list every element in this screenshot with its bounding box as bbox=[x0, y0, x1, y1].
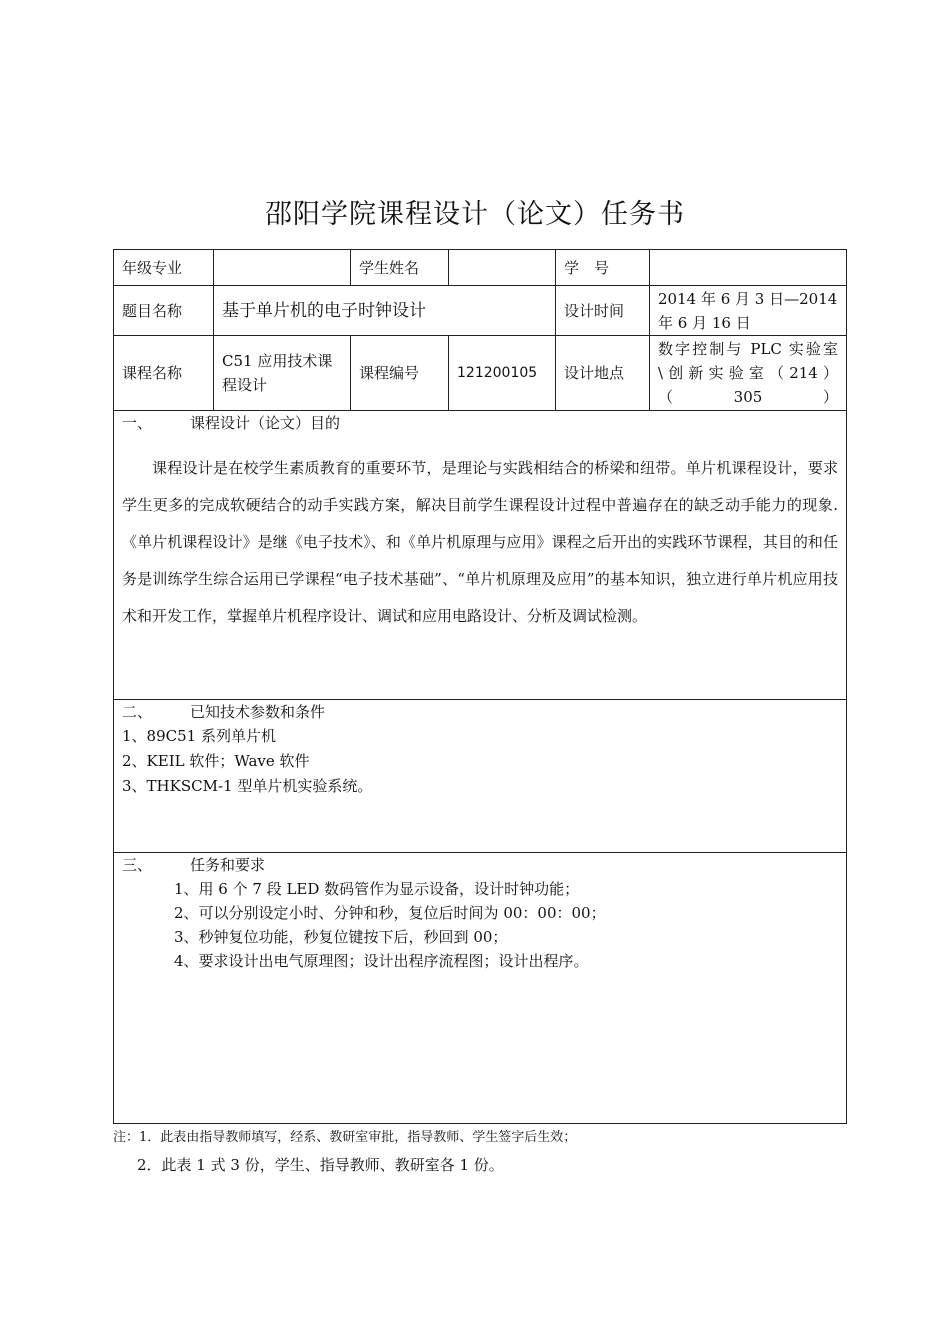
task-item: 2、可以分别设定小时、分钟和秒，复位后时间为 00：00：00； bbox=[174, 904, 606, 922]
row-section-conditions bbox=[114, 700, 847, 853]
topic-label: 题目名称 bbox=[114, 286, 214, 336]
section-number: 二、 bbox=[122, 703, 153, 721]
student-name-field bbox=[449, 250, 556, 286]
section-tasks bbox=[114, 853, 847, 1124]
purpose-paragraph: 课程设计是在校学生素质教育的重要环节，是理论与实践相结合的桥梁和纽带。单片机课程设计，要求学生更多的完成软硬结合的动手实践方案，解决目前学生课程设计过程中普遍存在的缺乏动手能力的现象. 《单片机课程设计》是继《电子技术》、和《单片机原理与应用》课程之后开出的实践环节课程，其目的和任务是训练学生综合运用已学课程“电子技术基础”、“单片机原理及应用”的基本知识，独立进行单片机应用技术和开发工作，掌握单片机程序设计、调试和应用电路设计、分析及调试检测。 bbox=[122, 459, 838, 625]
section-title: 任务和要求 bbox=[190, 856, 266, 874]
section-tasks-heading bbox=[122, 853, 838, 877]
section-conditions-heading bbox=[122, 700, 838, 724]
student-name-label: 学生姓名 bbox=[351, 250, 449, 286]
topic-value: 基于单片机的电子时钟设计 bbox=[214, 286, 556, 336]
design-time-label: 设计时间 bbox=[556, 286, 650, 336]
section-conditions bbox=[114, 700, 847, 853]
section-number: 三、 bbox=[122, 856, 153, 874]
section-purpose bbox=[114, 411, 847, 700]
task-item: 4、要求设计出电气原理图；设计出程序流程图；设计出程序。 bbox=[174, 952, 589, 970]
condition-item: 1、89C51 系列单片机 bbox=[122, 727, 276, 745]
footnote-2: 2．此表 1 式 3 份，学生、指导教师、教研室各 1 份。 bbox=[137, 1156, 504, 1174]
row-student-info bbox=[114, 250, 847, 286]
row-course bbox=[114, 336, 847, 411]
page-title: 邵阳学院课程设计（论文）任务书 bbox=[265, 199, 685, 230]
design-location-label: 设计地点 bbox=[556, 336, 650, 411]
condition-item: 2、KEIL 软件；Wave 软件 bbox=[122, 752, 310, 770]
section-title: 课程设计（论文）目的 bbox=[190, 414, 341, 432]
grade-field bbox=[214, 250, 351, 286]
row-topic bbox=[114, 286, 847, 336]
condition-item: 3、THKSCM-1 型单片机实验系统。 bbox=[122, 777, 373, 795]
section-purpose-heading bbox=[122, 411, 838, 435]
design-time-value: 2014 年 6 月 3 日—2014 年 6 月 16 日 bbox=[650, 286, 847, 336]
course-code-value: 121200105 bbox=[449, 336, 556, 411]
student-id-field bbox=[650, 250, 847, 286]
footnote-1: 注：1．此表由指导教师填写，经系、教研室审批，指导教师、学生签字后生效； bbox=[113, 1130, 577, 1145]
section-number: 一、 bbox=[122, 414, 153, 432]
task-item: 3、秒钟复位功能，秒复位键按下后，秒回到 00； bbox=[174, 928, 508, 946]
student-id-label: 学 号 bbox=[556, 250, 650, 286]
design-location-value: 数字控制与 PLC 实验室\创新实验室（214）（305） bbox=[650, 336, 847, 411]
task-item: 1、用 6 个 7 段 LED 数码管作为显示设备，设计时钟功能； bbox=[174, 880, 580, 898]
course-name-label: 课程名称 bbox=[114, 336, 214, 411]
course-code-label: 课程编号 bbox=[351, 336, 449, 411]
task-form-table bbox=[113, 249, 847, 1124]
row-section-purpose bbox=[114, 411, 847, 700]
row-section-tasks bbox=[114, 853, 847, 1124]
grade-label: 年级专业 bbox=[114, 250, 214, 286]
section-title: 已知技术参数和条件 bbox=[190, 703, 326, 721]
course-name-value: C51 应用技术课程设计 bbox=[214, 336, 351, 411]
